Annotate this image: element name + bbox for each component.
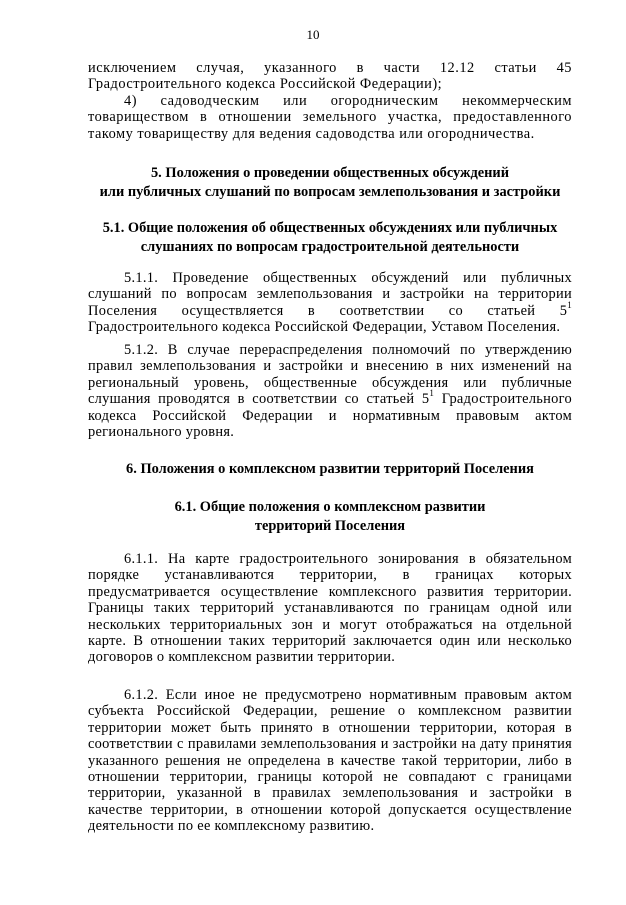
paragraph-5-1-1-superscript: 1 bbox=[567, 300, 572, 311]
section-6-1-heading-line-2: территорий Поселения bbox=[254, 518, 406, 534]
paragraph-5-1-1-tail: Градостроительного кодекса Российской Федерации, Уставом Поселения. bbox=[88, 319, 561, 336]
intro-item-4: 4) садоводческим или огородническим некоммерческим товариществом в отношении земельного участка, предоставленного такому товариществу для ведения садоводства или огородничества. bbox=[88, 93, 572, 142]
paragraph-5-1-2 bbox=[88, 342, 572, 440]
section-6-1-heading bbox=[80, 498, 580, 536]
paragraph-6-1-2: 6.1.2. Если иное не предусмотрено нормативным правовым актом субъекта Российской Федерации, решение о комплексном развитии территории может быть принято в отношении территории, которая в соответствии с правилами землепользования и застройки на дату принятия указанного решения не определена в качестве такой территории, либо в отношении территории, границы которой не совпадают с границами территории, указанной в правилах землепользования и застройки в качестве территории, в отношении которой допускается осуществление деятельности по ее комплексному развитию. bbox=[88, 687, 572, 835]
paragraph-5-1-1-main: 5.1.1. Проведение общественных обсуждений или публичных слушаний по вопросам землепользования и застройки на территории Поселения осуществляется в соответствии со статьей 5 bbox=[88, 270, 572, 319]
section-6-heading: 6. Положения о комплексном развитии территорий Поселения bbox=[126, 461, 534, 477]
intro-continuation: исключением случая, указанного в части 12.12 статьи 45 Градостроительного кодекса Российской Федерации); bbox=[88, 60, 572, 93]
section-6-1-heading-line-1: 6.1. Общие положения о комплексном развитии bbox=[174, 499, 486, 515]
page-number: 10 bbox=[306, 27, 320, 42]
section-5-heading-line-2: или публичных слушаний по вопросам землепользования и застройки bbox=[99, 184, 561, 200]
section-5-1-heading bbox=[80, 219, 580, 257]
section-5-1-heading-line-2: слушаниях по вопросам градостроительной деятельности bbox=[140, 239, 520, 255]
paragraph-5-1-1 bbox=[88, 270, 572, 336]
paragraph-6-1-1: 6.1.1. На карте градостроительного зонирования в обязательном порядке устанавливаются территории, в границах которых предусматривается осуществление комплексного развития территории. Границы таких территорий устанавливаются по границам одной или нескольких территориальных зон и могут отображаться на отдельной карте. В отношении таких территорий заключается один или несколько договоров о комплексном развитии территории. bbox=[88, 551, 572, 666]
section-5-heading bbox=[80, 164, 580, 202]
paragraph-5-1-2-main: 5.1.2. В случае перераспределения полномочий по утверждению правил землепользования и застройки и внесению в них изменений на региональный уровень, общественные обсуждения или публичные слушания проводятся в соответствии со статьей 5 bbox=[88, 342, 572, 408]
section-5-heading-line-1: 5. Положения о проведении общественных обсуждений bbox=[150, 165, 510, 181]
section-5-1-heading-line-1: 5.1. Общие положения об общественных обсуждениях или публичных bbox=[102, 220, 558, 236]
paragraph-5-1-2-superscript: 1 bbox=[429, 388, 435, 399]
paragraph-5-1-2-tail: Градостроительного кодекса Российской Федерации и нормативным правовым актом регионального уровня. bbox=[88, 391, 572, 441]
